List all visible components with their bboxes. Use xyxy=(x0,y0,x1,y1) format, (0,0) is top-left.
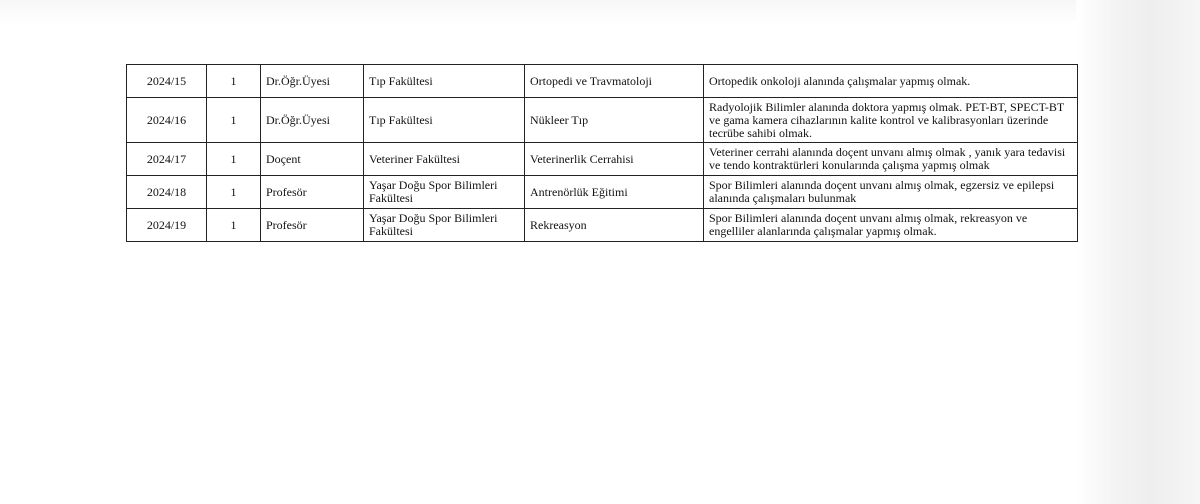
department-cell: Veterinerlik Cerrahisi xyxy=(525,143,704,176)
requirement-cell: Ortopedik onkoloji alanında çalışmalar yapmış olmak. xyxy=(704,65,1078,98)
academic-title-cell: Doçent xyxy=(261,143,364,176)
faculty-cell: Yaşar Doğu Spor Bilimleri Fakültesi xyxy=(364,209,525,242)
scan-edge-shading xyxy=(1076,0,1200,504)
position-count-cell: 1 xyxy=(207,65,261,98)
table-row xyxy=(127,176,1078,209)
department-cell: Rekreasyon xyxy=(525,209,704,242)
requirement-cell: Veteriner cerrahi alanında doçent unvanı almış olmak , yanık yara tedavisi ve tendo kontraktürleri konularında çalışma yapmış olmak xyxy=(704,143,1078,176)
department-cell: Antrenörlük Eğitimi xyxy=(525,176,704,209)
table-row xyxy=(127,98,1078,143)
table-row xyxy=(127,65,1078,98)
position-code-cell: 2024/17 xyxy=(127,143,207,176)
academic-title-cell: Profesör xyxy=(261,176,364,209)
faculty-cell: Yaşar Doğu Spor Bilimleri Fakültesi xyxy=(364,176,525,209)
position-count-cell: 1 xyxy=(207,209,261,242)
academic-title-cell: Profesör xyxy=(261,209,364,242)
position-count-cell: 1 xyxy=(207,143,261,176)
position-code-cell: 2024/18 xyxy=(127,176,207,209)
requirement-cell: Spor Bilimleri alanında doçent unvanı almış olmak, egzersiz ve epilepsi alanında çalışmaları bulunmak xyxy=(704,176,1078,209)
requirement-cell: Spor Bilimleri alanında doçent unvanı almış olmak, rekreasyon ve engelliler alanlarında çalışmalar yapmış olmak. xyxy=(704,209,1078,242)
faculty-cell: Tıp Fakültesi xyxy=(364,98,525,143)
academic-title-cell: Dr.Öğr.Üyesi xyxy=(261,98,364,143)
department-cell: Nükleer Tıp xyxy=(525,98,704,143)
faculty-cell: Veteriner Fakültesi xyxy=(364,143,525,176)
position-count-cell: 1 xyxy=(207,176,261,209)
table-row xyxy=(127,209,1078,242)
scan-top-shading xyxy=(0,0,1200,26)
position-count-cell: 1 xyxy=(207,98,261,143)
position-code-cell: 2024/16 xyxy=(127,98,207,143)
department-cell: Ortopedi ve Travmatoloji xyxy=(525,65,704,98)
position-code-cell: 2024/15 xyxy=(127,65,207,98)
academic-title-cell: Dr.Öğr.Üyesi xyxy=(261,65,364,98)
position-code-cell: 2024/19 xyxy=(127,209,207,242)
faculty-cell: Tıp Fakültesi xyxy=(364,65,525,98)
requirement-cell: Radyolojik Bilimler alanında doktora yapmış olmak. PET-BT, SPECT-BT ve gama kamera cihazlarının kalite kontrol ve kalibrasyonları üzerinde tecrübe sahibi olmak. xyxy=(704,98,1078,143)
staff-quota-table xyxy=(126,64,1078,242)
table-row xyxy=(127,143,1078,176)
